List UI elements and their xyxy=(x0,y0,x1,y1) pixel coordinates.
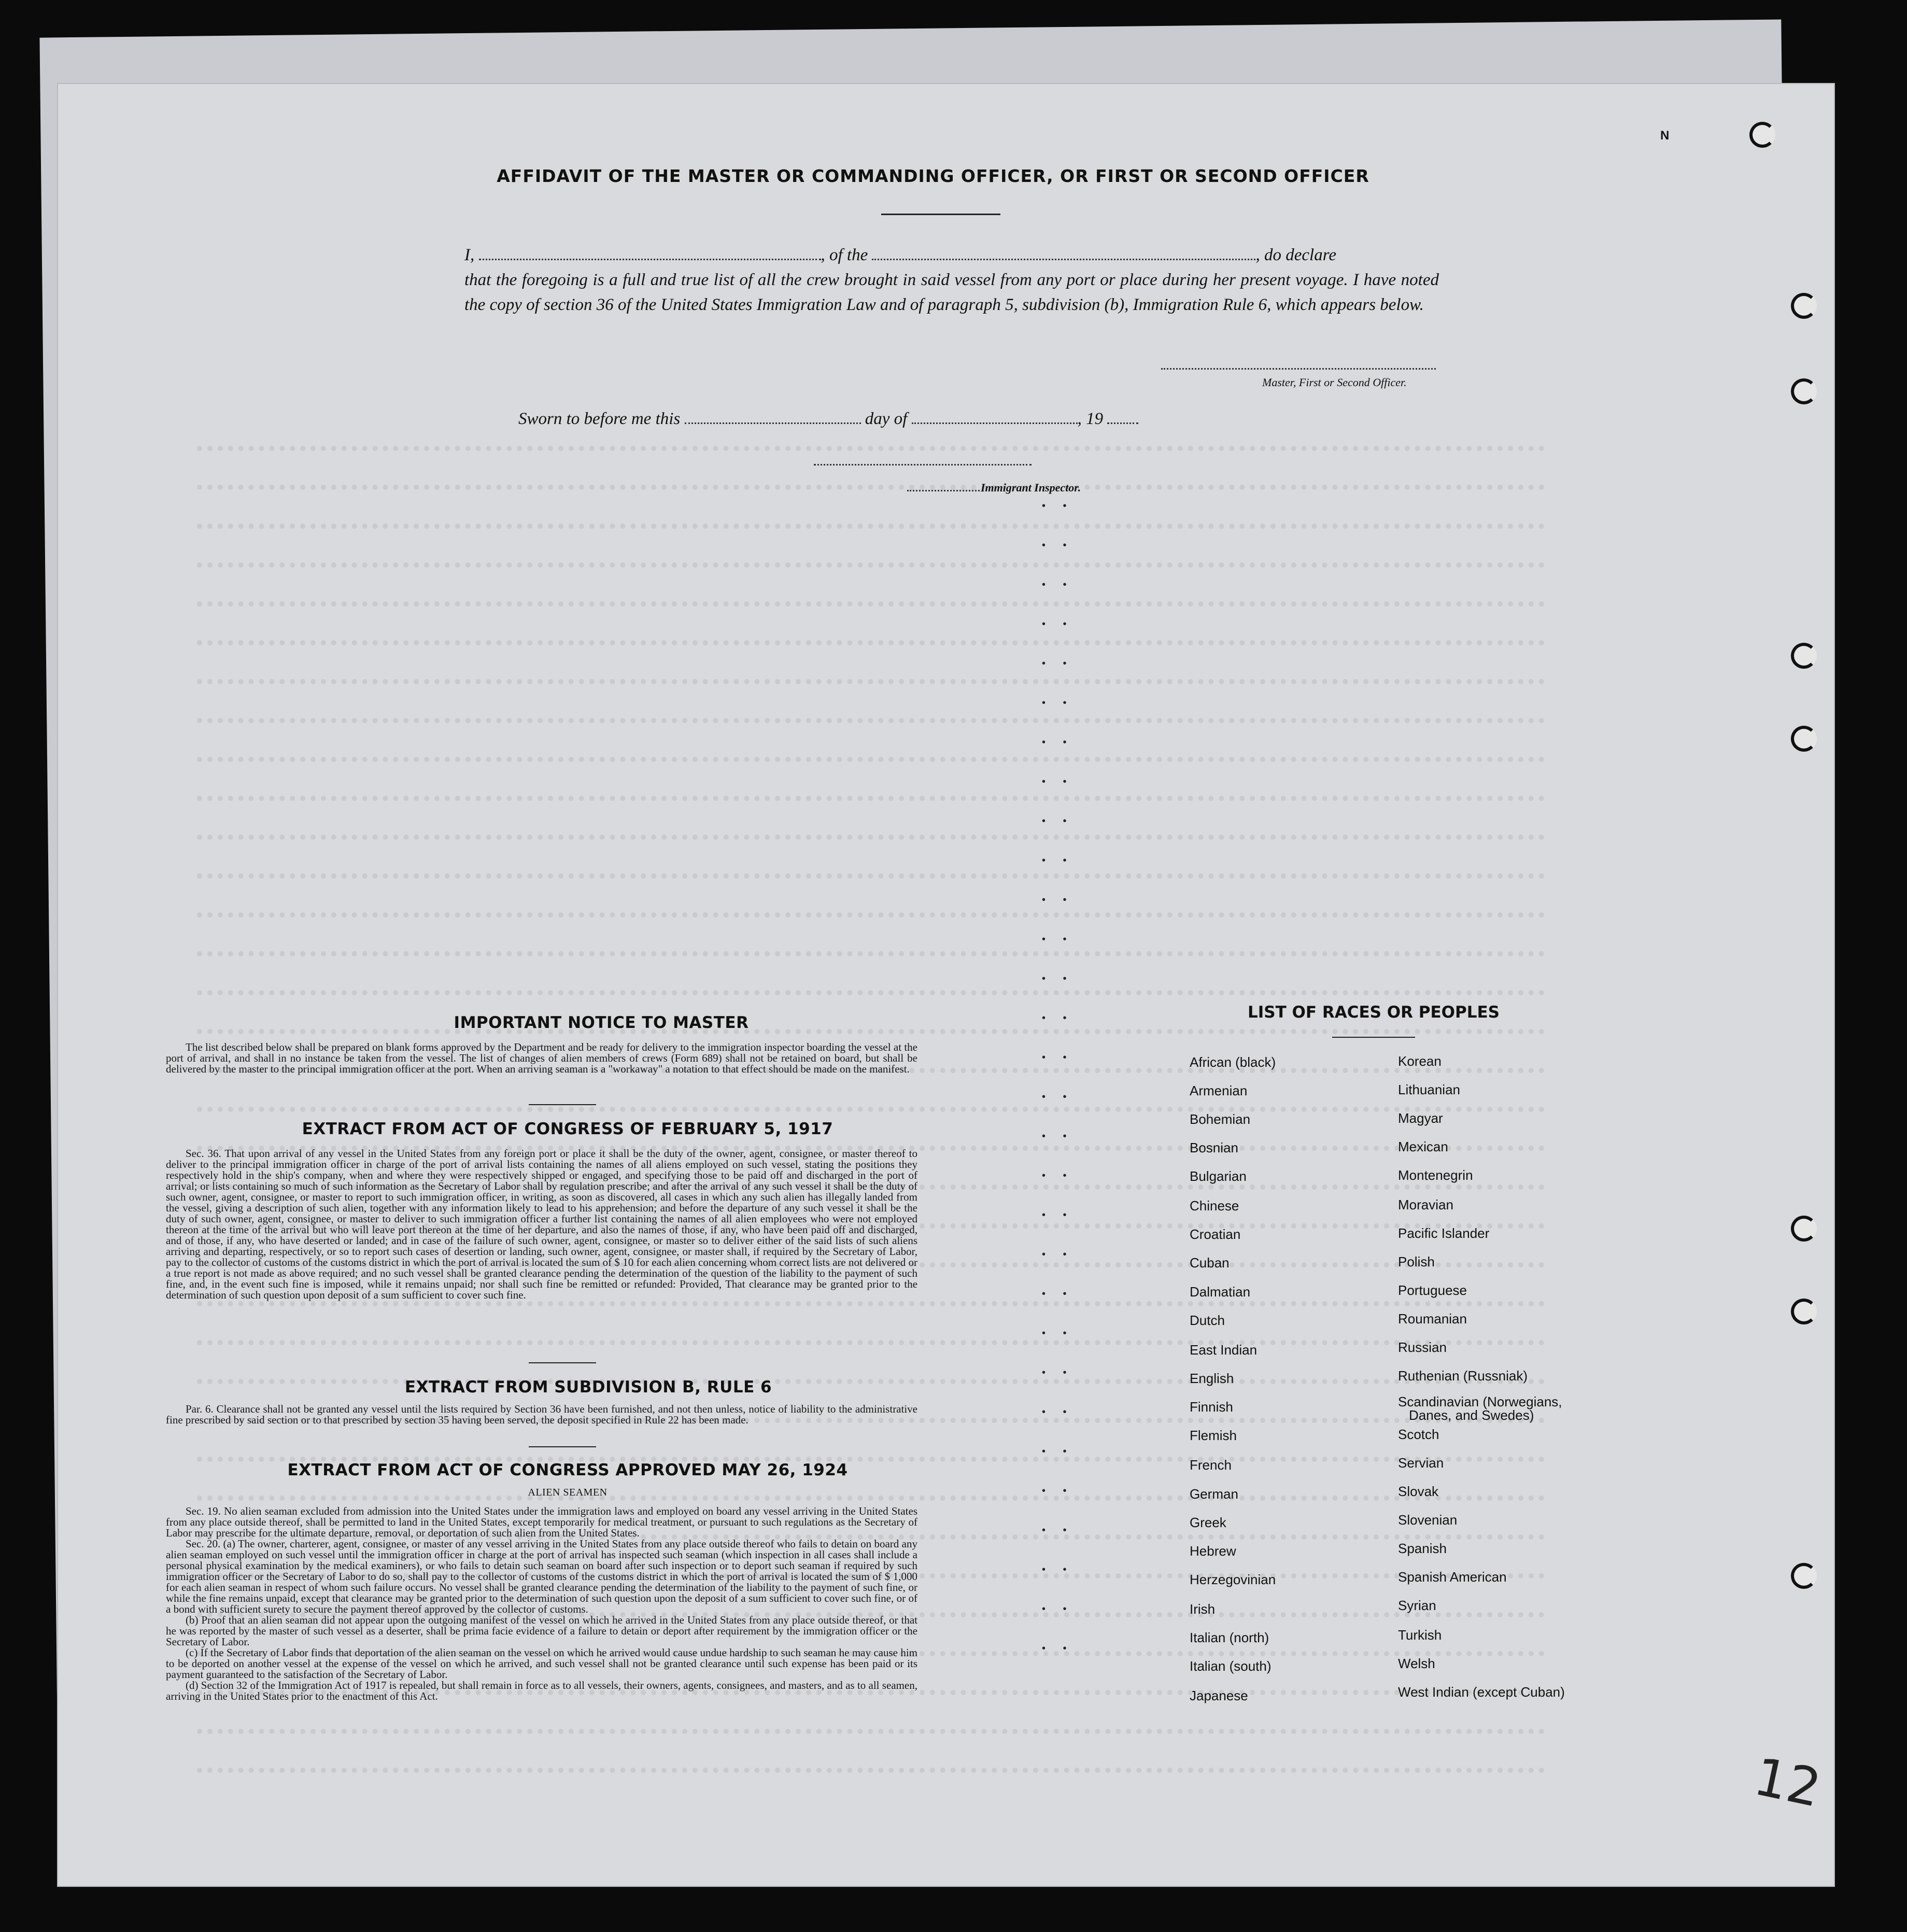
extract-1924-sec19: Sec. 19. No alien seaman excluded from admission into the United States under the immigration laws and employed on board any vessel arriving in the United States from any place outside thereof, shall be permitted to land in the United States, except temporarily for medical treatment, or pursuant to such regulations as the Secretary of Labor may prescribe for the ultimate departure, removal, or deportation of such alien from the United States. xyxy=(166,1505,917,1539)
dot-mark: • • xyxy=(1042,618,1074,630)
race-item: Italian (south) xyxy=(1190,1658,1272,1674)
dot-mark: • • xyxy=(1042,1209,1074,1221)
race-item: Magyar xyxy=(1398,1110,1443,1126)
dot-mark: • • xyxy=(1042,1643,1074,1654)
extract-1924-sec20a: Sec. 20. (a) The owner, charterer, agent, consignee, or master of any vessel arriving in the United States from any place outside thereof who fails to detain on board any alien seaman employed on such vessel until the immigration officer in charge at the port of arrival has inspected such seaman (which inspection in all cases shall include a personal physical examination by the medical examiners), or who fails to detain such seaman on board after such inspection or to deport such seaman if required by such immigration officer or the Secretary of Labor to do so, shall pay to the collector of customs of the customs district in which the port of arrival is located the sum of $ 1,000 for each alien seaman in respect of whom such failure occurs. No vessel shall be granted clearance pending the determination of the liability to the payment of such fine, or while the fine remains unpaid, except that clearance may be granted prior to the determination of such question upon the deposit of a sum sufficient to cover such fine, or of a bond with sufficient surety to secure the payment thereof approved by the collector of customs. xyxy=(166,1538,917,1615)
affidavit-of-the: , of the xyxy=(821,246,868,264)
title-rule xyxy=(881,214,1000,215)
bleed-through-row xyxy=(197,1768,1545,1780)
punch-hole-icon xyxy=(1791,1563,1817,1589)
extract-1924-heading: EXTRACT FROM ACT OF CONGRESS APPROVED MAY 26, 1924 xyxy=(287,1461,848,1479)
race-item: Japanese xyxy=(1190,1688,1248,1703)
race-item: West Indian (except Cuban) xyxy=(1398,1684,1565,1700)
sworn-line xyxy=(518,410,1138,429)
bleed-through-row xyxy=(197,912,1545,925)
affidavit-statement xyxy=(464,243,1439,317)
race-item: Croatian xyxy=(1190,1226,1241,1242)
notice-paragraph: The list described below shall be prepared on blank forms approved by the Department and be ready for delivery to the immigration inspector boarding the vessel at the port of arrival, and shall in no instance be taken from the vessel. The list of changes of alien members of crews (Form 689) shall not be retained on board, but shall be delivered by the master to the principal immigration officer at the port. When an arriving seaman is a "workaway" a notation to that effect should be made on the manifest. xyxy=(166,1041,917,1075)
extract-1917-paragraph: Sec. 36. That upon arrival of any vessel in the United States from any foreign port or place it shall be the duty of the owner, agent, consignee, or master thereof to deliver to the principal immigration officer in charge of the port of arrival lists containing the names of all aliens employed on such vessel, stating the positions they respectively hold in the ship's company, when and where they were respectively shipped or engaged, and specifying those to be paid off and discharged in the port of arrival; or lists containing so much of such information as the Secretary of Labor shall by regulation prescribe; and after the arrival of any such vessel it shall be the duty of such owner, agent, consignee, or master to report to such immigration officer, in writing, as soon as discovered, all cases in which any such alien has illegally landed from the vessel, giving a description of such alien, together with any information likely to lead to his apprehension; and before the departure of any such vessel it shall be the duty of such owner, agent, consignee, or master to deliver to such immigration officer a further list containing the names of all alien employees who were not employed thereon at the time of the arrival but who will leave port thereon at the time of her departure, and also the names of those, if any, who have been paid off and discharged, and of those, if any, who have deserted or landed; and in case of the failure of such owner, agent, consignee, or master so to deliver either of the said lists of such aliens arriving and departing, respectively, or so to report such cases of desertion or landing, such owner, agent, consignee, or master shall, if required by the Secretary of Labor, pay to the collector of customs of the customs district in which the port of arrival is located the sum of $ 10 for each alien concerning whom correct lists are not delivered or a true report is not made as above required; and no such vessel shall be granted clearance pending the determination of the question of the liability to the payment of such fine, and, in the event such fine is imposed, while it remains unpaid; nor shall such fine be remitted or refunded: Provided, That clearance may be granted prior to the determination of such question upon deposit of a sum sufficient to cover such fine. xyxy=(166,1147,917,1301)
dot-mark: • • xyxy=(1042,737,1074,748)
bleed-through-row xyxy=(197,1340,1545,1352)
dot-mark: • • xyxy=(1042,1525,1074,1536)
race-item: Hebrew xyxy=(1190,1543,1236,1559)
extract-1924-text xyxy=(166,1506,917,1702)
race-item: Scandinavian (Norwegians, xyxy=(1398,1394,1562,1409)
dot-mark: • • xyxy=(1042,1052,1074,1063)
race-item: Chinese xyxy=(1190,1198,1239,1214)
bleed-through-row xyxy=(197,796,1545,808)
race-item: African (black) xyxy=(1190,1054,1276,1070)
bleed-through-row xyxy=(197,640,1545,653)
race-item: Servian xyxy=(1398,1455,1444,1471)
affidavit-i: I, xyxy=(464,246,475,264)
races-rule xyxy=(1332,1037,1415,1038)
dot-mark: • • xyxy=(1042,1564,1074,1575)
race-item: Cuban xyxy=(1190,1255,1230,1271)
bleed-through-row xyxy=(197,679,1545,692)
affidavit-do-declare: , do declare xyxy=(1255,246,1336,264)
dot-mark: • • xyxy=(1042,855,1074,866)
sworn-month-blank xyxy=(912,422,1078,424)
dot-mark: • • xyxy=(1042,1367,1074,1378)
dot-mark: • • xyxy=(1042,1170,1074,1181)
race-item: Lithuanian xyxy=(1398,1082,1460,1097)
dot-mark: • • xyxy=(1042,934,1074,945)
race-item: Roumanian xyxy=(1398,1311,1467,1327)
punch-hole-icon xyxy=(1791,293,1817,319)
race-item: Finnish xyxy=(1190,1399,1233,1415)
extract-rule6-rule xyxy=(529,1446,596,1447)
vessel-blank xyxy=(872,259,1255,260)
sworn-day-blank xyxy=(685,422,861,424)
race-item: Irish xyxy=(1190,1601,1216,1617)
race-item: English xyxy=(1190,1371,1234,1386)
dot-mark: • • xyxy=(1042,697,1074,709)
race-item: Dalmatian xyxy=(1190,1284,1251,1300)
race-item: Ruthenian (Russniak) xyxy=(1398,1368,1528,1384)
bleed-through-row xyxy=(197,1729,1545,1741)
extract-rule6-paragraph: Par. 6. Clearance shall not be granted any vessel until the lists required by Section 36 have been furnished, and not then unless, notice of liability to the administrative fine prescribed by said section or to that prescribed by section 35 having been served, the deposit specified in Rule 22 has been made. xyxy=(166,1403,917,1426)
inspector-label: Immigrant Inspector. xyxy=(981,481,1081,494)
dot-mark: • • xyxy=(1042,894,1074,906)
bleed-through-row xyxy=(197,951,1545,964)
dot-mark: • • xyxy=(1042,1328,1074,1339)
race-item: Mexican xyxy=(1398,1139,1448,1154)
inspector-signature-line xyxy=(907,490,980,491)
race-item: Pacific Islander xyxy=(1398,1225,1490,1241)
punch-hole-icon xyxy=(1791,1299,1817,1324)
extract-1924-sec20b: (b) Proof that an alien seaman did not appear upon the outgoing manifest of the vessel on which he arrived in the United States from any place outside thereof, or that he was reported by the master of such vessel as a deserter, shall be prima facie evidence of a failure to detain or deport after requirement by the immigration officer or the Secretary of Labor. xyxy=(166,1614,917,1648)
race-item: Bosnian xyxy=(1190,1140,1238,1155)
bleed-through-row xyxy=(197,873,1545,886)
race-item: Moravian xyxy=(1398,1197,1453,1212)
extract-1924-subheading: ALIEN SEAMEN xyxy=(528,1487,608,1498)
race-item: Spanish American xyxy=(1398,1569,1507,1585)
punch-hole-icon xyxy=(1791,726,1817,752)
affidavit-body: that the foregoing is a full and true list of all the crew brought in said vessel from any port or place during her present voyage. I have noted the copy of section 36 of the United States Immigration Law and of paragraph 5, subdivision (b), Immigration Rule 6, which appears below. xyxy=(464,271,1439,314)
dot-mark: • • xyxy=(1042,1446,1074,1457)
race-item: East Indian xyxy=(1190,1342,1258,1358)
race-item: Danes, and Swedes) xyxy=(1409,1407,1534,1423)
race-item: Bohemian xyxy=(1190,1111,1251,1127)
page-number: 12 xyxy=(1749,1746,1827,1819)
bleed-through-row xyxy=(197,835,1545,847)
bleed-through-row xyxy=(197,601,1545,614)
race-item: Scotch xyxy=(1398,1427,1439,1442)
notice-rule xyxy=(529,1104,596,1105)
race-item: Flemish xyxy=(1190,1428,1237,1443)
dot-mark: • • xyxy=(1042,1012,1074,1024)
extract-1917-heading: EXTRACT FROM ACT OF CONGRESS OF FEBRUARY 5, 1917 xyxy=(302,1120,834,1138)
extract-1924-sec20d: (d) Section 32 of the Immigration Act of 1917 is repealed, but shall remain in force as to all vessels, their owners, agents, consignees, and masters, and as to all seamen, arriving in the United States prior to the enactment of this Act. xyxy=(166,1679,917,1702)
race-item: Turkish xyxy=(1398,1627,1442,1643)
race-item: Greek xyxy=(1190,1515,1226,1530)
dot-mark: • • xyxy=(1042,1091,1074,1103)
corner-mark: N xyxy=(1660,129,1670,143)
signature-line xyxy=(1161,368,1436,370)
race-item: French xyxy=(1190,1457,1232,1473)
notice-heading: IMPORTANT NOTICE TO MASTER xyxy=(454,1013,749,1032)
extract-rule6-text xyxy=(166,1404,917,1426)
dot-mark: • • xyxy=(1042,815,1074,827)
race-item: Slovak xyxy=(1398,1484,1439,1499)
notice-text xyxy=(166,1042,917,1075)
punch-hole-icon xyxy=(1791,643,1817,669)
bleed-through-row xyxy=(197,757,1545,769)
sworn-day-of: day of xyxy=(865,410,908,428)
race-item: Syrian xyxy=(1398,1598,1436,1613)
race-item: Portuguese xyxy=(1398,1282,1467,1298)
dot-mark: • • xyxy=(1042,1288,1074,1300)
bleed-through-row xyxy=(197,990,1545,1003)
bleed-through-row xyxy=(197,524,1545,536)
dot-mark: • • xyxy=(1042,776,1074,787)
name-blank xyxy=(479,259,821,260)
inspector-line xyxy=(814,464,1032,466)
race-item: Korean xyxy=(1398,1053,1442,1069)
dot-mark: • • xyxy=(1042,540,1074,551)
race-item: Italian (north) xyxy=(1190,1630,1269,1645)
bleed-through-row xyxy=(197,718,1545,730)
race-item: Slovenian xyxy=(1398,1512,1458,1528)
dot-mark: • • xyxy=(1042,658,1074,669)
bleed-through-row xyxy=(197,485,1545,497)
sworn-year-blank xyxy=(1107,422,1138,424)
race-item: Dutch xyxy=(1190,1313,1225,1328)
bleed-through-row xyxy=(197,446,1545,458)
sworn-prefix: Sworn to before me this xyxy=(518,410,681,428)
bleed-through-row xyxy=(197,562,1545,575)
extract-1917-rule xyxy=(529,1362,596,1363)
dot-mark: • • xyxy=(1042,973,1074,984)
race-item: Polish xyxy=(1398,1254,1435,1270)
dot-mark: • • xyxy=(1042,1406,1074,1418)
dot-mark: • • xyxy=(1042,1249,1074,1260)
race-item: Spanish xyxy=(1398,1541,1447,1556)
punch-hole-icon xyxy=(1791,378,1817,404)
extract-rule6-heading: EXTRACT FROM SUBDIVISION B, RULE 6 xyxy=(404,1378,772,1397)
race-item: Montenegrin xyxy=(1398,1167,1473,1183)
bleed-through-row xyxy=(197,1107,1545,1119)
bleed-through-row xyxy=(197,1301,1545,1314)
extract-1917-text xyxy=(166,1148,917,1301)
dot-mark: • • xyxy=(1042,1485,1074,1497)
race-item: German xyxy=(1190,1486,1238,1502)
dot-mark: • • xyxy=(1042,579,1074,590)
dot-mark: • • xyxy=(1042,1603,1074,1615)
dot-mark: • • xyxy=(1042,1131,1074,1142)
race-item: Herzegovinian xyxy=(1190,1572,1276,1587)
page-title: AFFIDAVIT OF THE MASTER OR COMMANDING OFFICER, OR FIRST OR SECOND OFFICER xyxy=(497,166,1369,186)
race-item: Bulgarian xyxy=(1190,1168,1247,1184)
race-item: Armenian xyxy=(1190,1083,1248,1098)
dot-mark: • • xyxy=(1042,500,1074,512)
signature-label: Master, First or Second Officer. xyxy=(1262,376,1407,389)
sworn-year-prefix: , 19 xyxy=(1077,410,1104,428)
extract-1924-sec20c: (c) If the Secretary of Labor finds that deportation of the alien seaman on the vessel on which he arrived would cause undue hardship to such seaman he may cause him to be deported on another vessel at the expense of the vessel on which he arrived, and such vessel shall not be granted clearance until such expense has been paid or its payment guaranteed to the satisfaction of the Secretary of Labor. xyxy=(166,1646,917,1681)
race-item: Welsh xyxy=(1398,1656,1435,1671)
punch-hole-icon xyxy=(1749,122,1775,148)
race-item: Russian xyxy=(1398,1339,1447,1355)
punch-hole-icon xyxy=(1791,1216,1817,1242)
races-heading: LIST OF RACES OR PEOPLES xyxy=(1247,1003,1500,1022)
